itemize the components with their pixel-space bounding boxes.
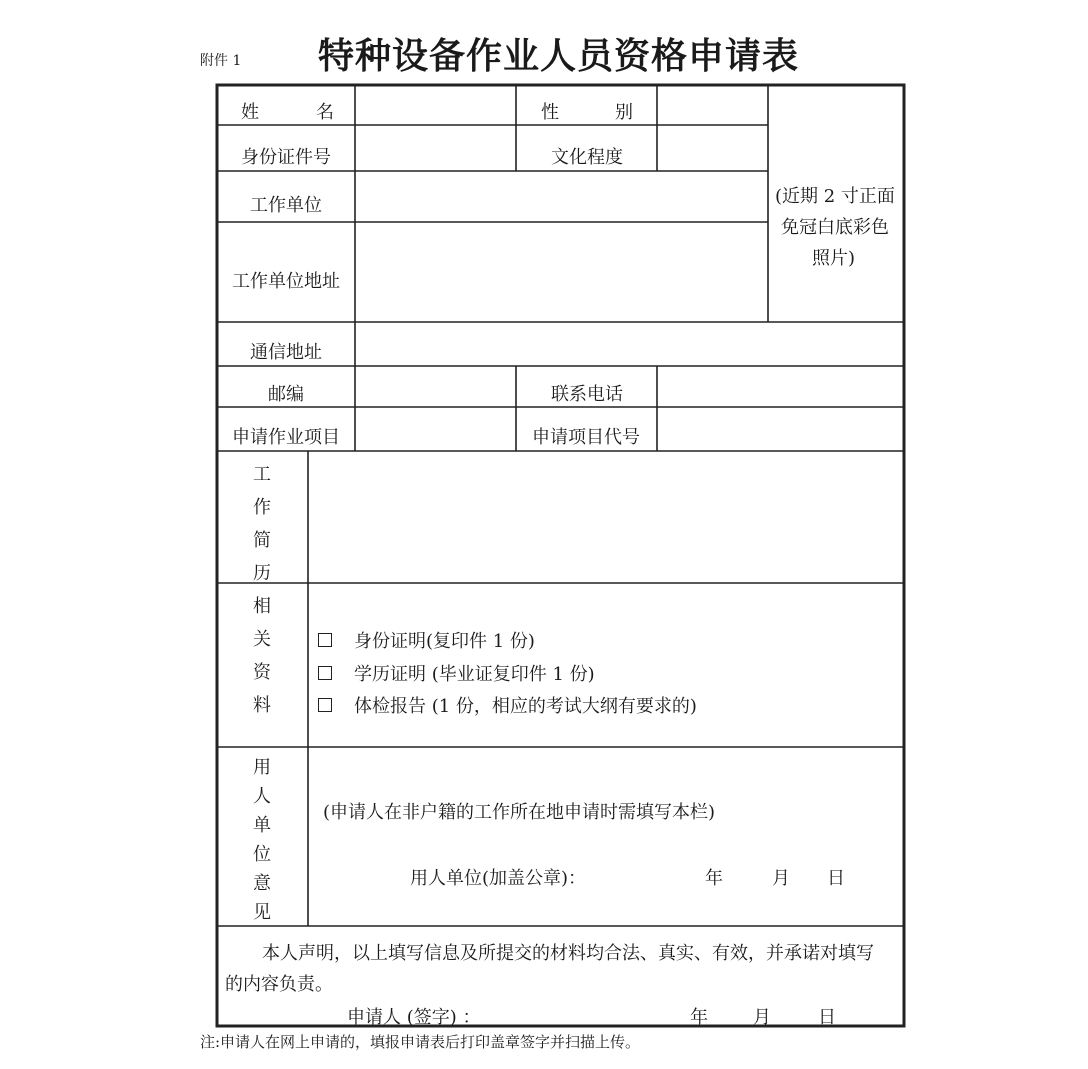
document-item-id-label: 身份证明(复印件 1 份): [354, 631, 535, 652]
phone-label: 联系电话: [551, 384, 623, 405]
photo-instruction-line1: (近期 2 寸正面: [775, 186, 895, 207]
apply-item-label: 申请作业项目: [232, 427, 340, 448]
gender-label-2: 别: [615, 102, 633, 123]
checkbox-id-proof[interactable]: [318, 633, 332, 647]
declaration-line2: 的内容负责。: [225, 974, 333, 995]
name-label: 姓: [241, 102, 259, 123]
document-item-education-label: 学历证明 (毕业证复印件 1 份): [354, 664, 595, 685]
page-title: 特种设备作业人员资格申请表: [318, 36, 800, 77]
mailing-address-label: 通信地址: [250, 342, 322, 363]
footnote: 注:申请人在网上申请的，填报申请表后打印盖章签字并扫描上传。: [200, 1033, 641, 1051]
employer-stamp-label: 用人单位(加盖公章)：: [410, 868, 587, 889]
education-label: 文化程度: [551, 147, 623, 168]
attachment-label: 附件 1: [200, 53, 242, 69]
apply-code-input-cell[interactable]: [659, 409, 902, 449]
signature-date-year: 年: [690, 1007, 708, 1028]
gender-label: 性: [541, 102, 559, 123]
employer-address-label: 工作单位地址: [232, 271, 340, 292]
gender-input-cell[interactable]: [659, 87, 766, 124]
photo-instruction-line2: 免冠白底彩色: [781, 217, 889, 238]
employer-label: 工作单位: [250, 195, 322, 216]
document-item-id[interactable]: [318, 627, 535, 653]
postcode-input-cell[interactable]: [357, 368, 514, 405]
employer-date-day: 日: [827, 868, 845, 889]
document-item-education[interactable]: [318, 660, 595, 686]
id-number-label: 身份证件号: [241, 147, 331, 168]
photo-instruction-line3: 照片): [812, 248, 856, 269]
declaration-line1: 本人声明，以上填写信息及所提交的材料均合法、真实、有效，并承诺对填写: [262, 943, 874, 964]
postcode-label: 邮编: [268, 384, 304, 405]
employer-date-year: 年: [705, 868, 723, 889]
employer-input-cell[interactable]: [357, 173, 766, 220]
employer-date-month: 月: [772, 868, 790, 889]
mailing-address-input-cell[interactable]: [357, 324, 902, 364]
id-number-input-cell[interactable]: [357, 127, 514, 170]
employer-opinion-note: (申请人在非户籍的工作所在地申请时需填写本栏): [323, 802, 716, 823]
checkbox-medical-report[interactable]: [318, 698, 332, 712]
apply-code-label: 申请项目代号: [532, 427, 640, 448]
employer-opinion-label: 用 人 单 位 意 见: [253, 757, 271, 923]
checkbox-education-proof[interactable]: [318, 666, 332, 680]
phone-input-cell[interactable]: [659, 368, 902, 405]
document-item-medical-label: 体检报告 (1 份，相应的考试大纲有要求的): [354, 696, 697, 717]
education-input-cell[interactable]: [659, 127, 766, 170]
apply-item-input-cell[interactable]: [357, 409, 514, 449]
work-history-label: 工 作 简 历: [253, 464, 271, 584]
documents-label: 相 关 资 料: [253, 596, 271, 716]
applicant-signature-label: 申请人 (签字) ：: [347, 1007, 481, 1028]
document-item-medical[interactable]: [318, 692, 697, 718]
signature-date-month: 月: [753, 1007, 771, 1028]
employer-address-input-cell[interactable]: [357, 224, 766, 320]
signature-date-day: 日: [818, 1007, 836, 1028]
name-input-cell[interactable]: [357, 87, 514, 124]
name-label-2: 名: [316, 102, 334, 123]
work-history-input-cell[interactable]: [310, 453, 902, 581]
